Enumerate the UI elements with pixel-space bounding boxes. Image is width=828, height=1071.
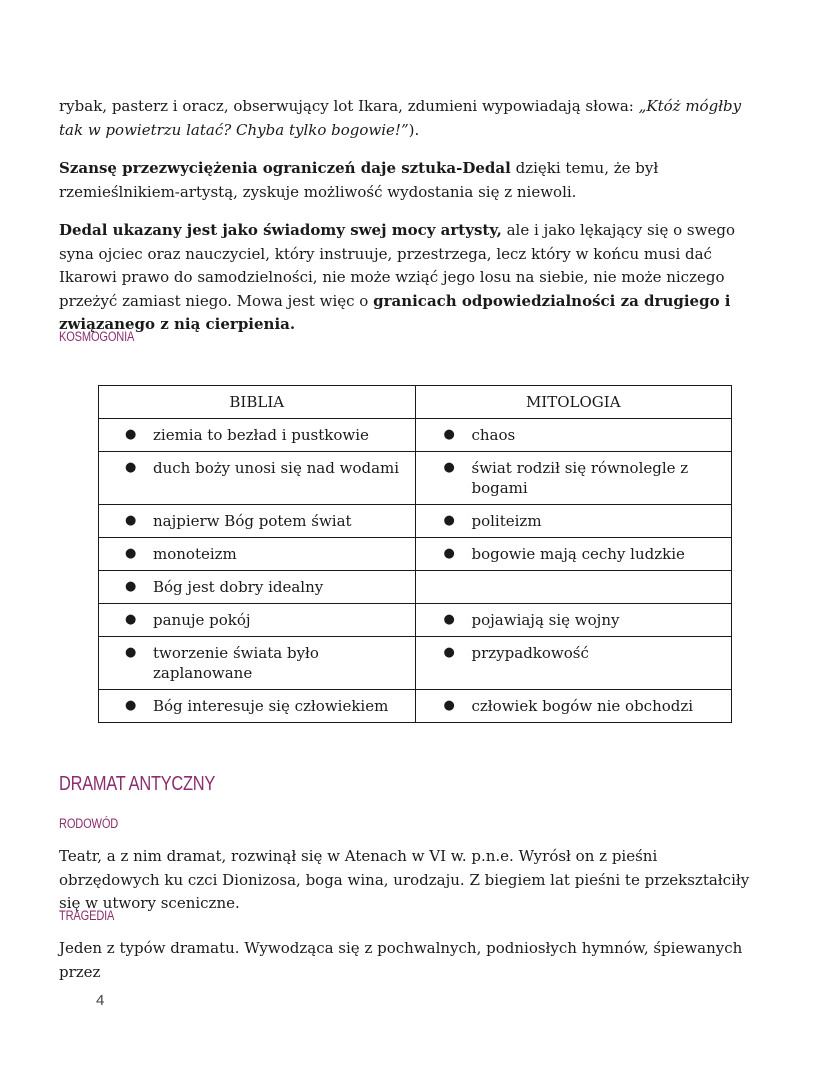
bold-text: Dedal ukazany jest jako świadomy swej mocy artysty, (59, 221, 502, 239)
cell-biblia (99, 637, 416, 690)
bullet-icon: ● (443, 513, 455, 528)
table-header-row (99, 386, 732, 419)
cell-text: Bóg jest dobry idealny (153, 578, 324, 596)
text-span: ale i jako lękający się o swego syna ojciec oraz nauczyciel, który instruuje, przestrzega, lecz który w końcu musi dać Ikarowi prawo do samodzielności, nie może wziąć jego losu na siebie, nie może niczego przeżyć zamiast niego. Mowa jest więc o (59, 221, 735, 310)
table-row (99, 571, 732, 604)
cell-biblia (99, 690, 416, 723)
bullet-icon: ● (443, 698, 455, 713)
bullet-icon: ● (443, 460, 455, 475)
heading-rodowod: RODOWÓD (59, 816, 119, 831)
cell-mitologia (415, 538, 732, 571)
cell-mitologia (415, 637, 732, 690)
bullet-icon: ● (125, 698, 137, 713)
table-row (99, 505, 732, 538)
paragraph-ikar (59, 95, 759, 142)
table-row (99, 452, 732, 505)
cell-biblia (99, 419, 416, 452)
header-mitologia: MITOLOGIA (415, 386, 732, 419)
cell-text: tworzenie świata było zaplanowane (153, 644, 319, 682)
paragraph-tragedia: Jeden z typów dramatu. Wywodząca się z pochwalnych, podniosłych hymnów, śpiewanych przez (59, 939, 743, 981)
text-span: ). (408, 120, 420, 139)
bullet-icon: ● (443, 612, 455, 627)
cell-text: przypadkowość (471, 644, 589, 662)
bullet-icon: ● (125, 460, 137, 475)
bullet-icon: ● (125, 427, 137, 442)
cell-mitologia (415, 604, 732, 637)
cell-biblia (99, 452, 416, 505)
table-row (99, 637, 732, 690)
cell-text: człowiek bogów nie obchodzi (471, 697, 694, 715)
heading-dramat-antyczny: DRAMAT ANTYCZNY (59, 773, 216, 795)
cell-text: świat rodził się równolegle z bogami (471, 459, 689, 497)
table-row (99, 538, 732, 571)
cell-text: bogowie mają cechy ludzkie (471, 545, 685, 563)
heading-tragedia: TRAGEDIA (59, 908, 115, 923)
text-span: dzięki temu, że był rzemieślnikiem-artystą, zyskuje możliwość wydostania się z niewoli. (59, 159, 659, 201)
cell-mitologia (415, 419, 732, 452)
cell-text: Bóg interesuje się człowiekiem (153, 697, 389, 715)
table-row (99, 604, 732, 637)
cell-biblia (99, 571, 416, 604)
cell-text: politeizm (471, 512, 542, 530)
paragraph-sztuka (59, 157, 759, 204)
cell-text: monoteizm (153, 545, 237, 563)
cell-mitologia (415, 571, 732, 604)
cell-text: ziemia to bezład i pustkowie (153, 426, 369, 444)
cell-text: pojawiają się wojny (471, 611, 620, 629)
cell-mitologia (415, 452, 732, 505)
cell-biblia (99, 538, 416, 571)
bold-text: Szansę przezwyciężenia ograniczeń daje sztuka-Dedal (59, 159, 511, 177)
bullet-icon: ● (443, 546, 455, 561)
cell-text: najpierw Bóg potem świat (153, 512, 352, 530)
text-span: rybak, pasterz i oracz, obserwujący lot Ikara, zdumieni wypowiadają słowa: (59, 97, 639, 115)
bullet-icon: ● (125, 579, 137, 594)
table-row (99, 419, 732, 452)
paragraph-rodowod: Teatr, a z nim dramat, rozwinął się w Atenach w VI w. p.n.e. Wyrósł on z pieśni obrzędowych ku czci Dionizosa, boga wina, urodzaju. Z biegiem lat pieśni te przekształciły się w utwory sceniczne. (59, 847, 750, 912)
comparison-table (98, 385, 732, 723)
bold-text: granicach odpowiedzialności za drugiego i związanego z nią cierpienia. (59, 291, 731, 333)
cell-text: panuje pokój (153, 611, 251, 629)
bullet-icon: ● (443, 427, 455, 442)
cell-text: duch boży unosi się nad wodami (153, 459, 400, 477)
table-row (99, 690, 732, 723)
cell-mitologia (415, 505, 732, 538)
bullet-icon: ● (125, 612, 137, 627)
bullet-icon: ● (125, 546, 137, 561)
cell-text: chaos (471, 426, 516, 444)
bullet-icon: ● (125, 645, 137, 660)
bullet-icon: ● (443, 645, 455, 660)
cell-mitologia (415, 690, 732, 723)
header-biblia: BIBLIA (99, 386, 416, 419)
bullet-icon: ● (125, 513, 137, 528)
quote-italic: „Któż mógłby tak w powietrzu latać? Chyba tylko bogowie!” (59, 97, 742, 139)
cell-biblia (99, 604, 416, 637)
cell-biblia (99, 505, 416, 538)
paragraph-dedal (59, 219, 759, 337)
heading-kosmogonia: KOSMOGONIA (59, 329, 135, 344)
page-number: 4 (96, 992, 105, 1009)
